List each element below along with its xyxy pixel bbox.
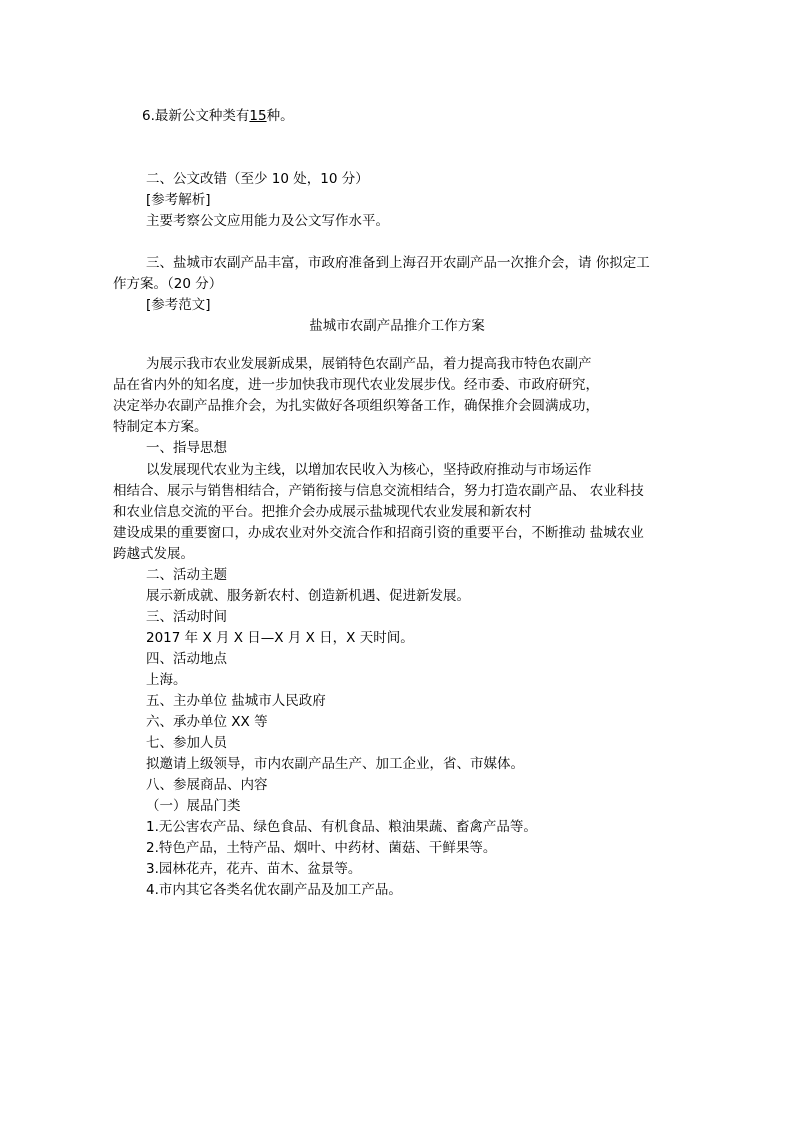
intro-line-2: 品在省内外的知名度，进一步加快我市现代农业发展步伐。经市委、市政府研究，: [113, 377, 599, 393]
question-6: [142, 106, 294, 126]
section-1-line-3: 和农业信息交流的平台。把推介会办成展示盐城现代农业发展和新农村: [113, 504, 532, 520]
section-7-heading: 七、参加人员: [146, 735, 227, 751]
section-5-line: 五、主办单位 盐城市人民政府: [146, 693, 326, 709]
section-2-ref-label: [参考解析]: [146, 192, 211, 208]
section-3-ref-label: [参考范文]: [146, 297, 211, 313]
intro-line-3: 决定举办农副产品推介会，为扎实做好各项组织筹备工作，确保推介会圆满成功，: [113, 398, 599, 414]
section-2-title: 二、公文改错（至少 10 处，10 分）: [146, 171, 369, 187]
section-8-subheading: （一）展品门类: [146, 798, 241, 814]
section-4-heading: 四、活动地点: [146, 651, 227, 667]
section-3-title-line-1: 三、盐城市农副产品丰富，市政府准备到上海召开农副产品一次推介会，请 你拟定工: [146, 255, 650, 271]
question-6-prefix: 6.最新公文种类有: [142, 108, 250, 124]
section-1-line-1: 以发展现代农业为主线，以增加农民收入为核心，坚持政府推动与市场运作: [146, 462, 592, 478]
section-6-line: 六、承办单位 XX 等: [146, 714, 268, 730]
section-8-item-1: 1.无公害农产品、绿色食品、有机食品、粮油果蔬、畜禽产品等。: [146, 819, 537, 835]
section-3-text: 2017 年 X 月 X 日—X 月 X 日，X 天时间。: [146, 630, 414, 646]
section-1-line-5: 跨越式发展。: [113, 546, 194, 562]
section-8-item-4: 4.市内其它各类名优农副产品及加工产品。: [146, 882, 402, 898]
section-2-heading: 二、活动主题: [146, 567, 227, 583]
question-6-answer: 15: [249, 108, 267, 124]
section-4-text: 上海。: [146, 672, 187, 688]
section-1-heading: 一、指导思想: [146, 440, 227, 456]
section-1-line-4: 建设成果的重要窗口，办成农业对外交流合作和招商引资的重要平台，不断推动 盐城农业: [113, 525, 644, 541]
section-3-heading: 三、活动时间: [146, 609, 227, 625]
section-8-item-3: 3.园林花卉，花卉、苗木、盆景等。: [146, 861, 362, 877]
section-1-line-2: 相结合、展示与销售相结合，产销衔接与信息交流相结合，努力打造农副产品、 农业科技: [113, 483, 644, 499]
intro-line-4: 特制定本方案。: [113, 419, 208, 435]
intro-line-1: 为展示我市农业发展新成果，展销特色农副产品，着力提高我市特色农副产: [146, 356, 592, 372]
section-8-heading: 八、参展商品、内容: [146, 777, 268, 793]
section-7-text: 拟邀请上级领导，市内农副产品生产、加工企业，省、市媒体。: [146, 756, 524, 772]
question-6-suffix: 种。: [266, 108, 294, 124]
section-8-item-2: 2.特色产品，土特产品、烟叶、中药材、菌菇、干鲜果等。: [146, 840, 497, 856]
section-3-title-line-2: 作方案。（20 分）: [113, 276, 223, 292]
section-2-ref-text: 主要考察公文应用能力及公文写作水平。: [146, 213, 389, 229]
section-2-text: 展示新成就、服务新农村、创造新机遇、促进新发展。: [146, 588, 470, 604]
plan-title: 盐城市农副产品推介工作方案: [309, 318, 485, 334]
